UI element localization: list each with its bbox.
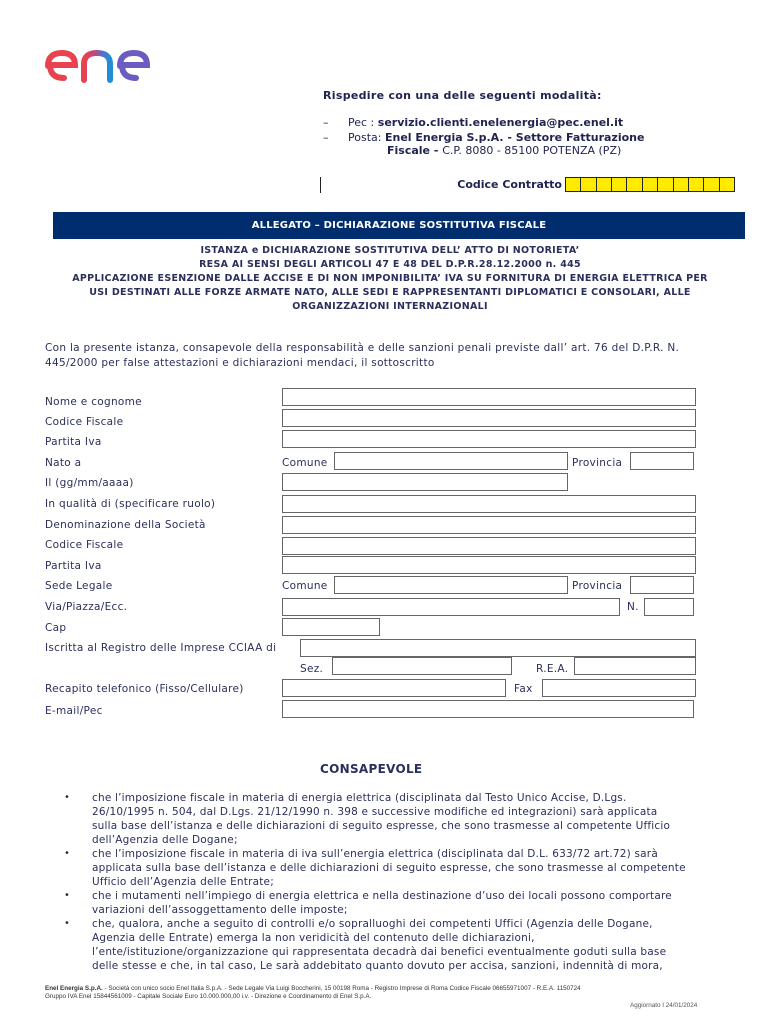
contract-code-cell[interactable] bbox=[581, 178, 596, 191]
nome-field[interactable] bbox=[282, 388, 696, 406]
codice-fiscale-societa-field[interactable] bbox=[282, 537, 696, 555]
heading-line-3: APPLICAZIONE ESENZIONE DALLE ACCISE E DI NON IMPONIBILITA’ IVA SU FORNITURA DI ENERGIA ELETTRICA PER bbox=[72, 273, 708, 284]
contract-code-cell[interactable] bbox=[643, 178, 658, 191]
post-company-2: Fiscale - bbox=[387, 144, 443, 157]
label-sezione: Sez. bbox=[300, 663, 324, 675]
label-denominazione: Denominazione della Società bbox=[45, 519, 206, 531]
contract-code-cell[interactable] bbox=[627, 178, 642, 191]
list-item: • che l’imposizione fiscale in materia di energia elettrica (disciplinata dal Testo Unico Accise, D.Lgs. 26/10/1995 n. 504, dal D.Lgs. 21/12/1990 n. 398 e successive modifiche ed integrazioni) sarà applicata sulla base dell’istanza e delle dichiarazioni di seguito espresse, che sono trasmesse al competente Ufficio dell’Agenzia delle Dogane; bbox=[64, 791, 714, 847]
label-via: Via/Piazza/Ecc. bbox=[45, 601, 128, 613]
sezione-field[interactable] bbox=[332, 657, 512, 675]
post-address: C.P. 8080 - 85100 POTENZA (PZ) bbox=[442, 144, 622, 157]
label-numero-civico: N. bbox=[627, 601, 639, 613]
contract-code-cell[interactable] bbox=[689, 178, 704, 191]
label-cap: Cap bbox=[45, 622, 67, 634]
contract-code-row bbox=[320, 177, 734, 193]
banner-title: ALLEGATO – DICHIARAZIONE SOSTITUTIVA FISCALE bbox=[53, 212, 745, 239]
via-field[interactable] bbox=[282, 598, 620, 616]
contract-code-cell[interactable] bbox=[566, 178, 581, 191]
codice-fiscale-field[interactable] bbox=[282, 409, 696, 427]
label-provincia-sede: Provincia bbox=[572, 580, 623, 592]
updated-date: Aggiornato I 24/01/2024 bbox=[630, 1002, 698, 1009]
label-partita-iva-societa: Partita Iva bbox=[45, 560, 102, 572]
contract-code-cell[interactable] bbox=[658, 178, 673, 191]
footer-company: Enel Energia S.p.A. bbox=[45, 985, 103, 992]
contract-code-cell[interactable] bbox=[720, 178, 734, 191]
label-recapito: Recapito telefonico (Fisso/Cellulare) bbox=[45, 683, 244, 695]
list-item: • che, qualora, anche a seguito di controlli e/o sopralluoghi dei competenti Uffici (Agenzia delle Dogane, Agenzia delle Entrate) emerga la non veridicità del contenuto delle dichiarazioni, l’ente/istituzione/organizzazione qui rappresentata decadrà dai benefici eventualmente goduti sulla base delle stesse e che, in tal caso, Le sarà addebitato quanto dovuto per accisa, sanzioni, indennità di mora, bbox=[64, 917, 714, 973]
heading-line-4: USI DESTINATI ALLE FORZE ARMATE NATO, ALLE SEDI E RAPPRESENTANTI DIPLOMATICI E CONSOLARI, ALLE bbox=[89, 287, 691, 298]
contract-code-cells bbox=[565, 177, 735, 192]
provincia-nascita-field[interactable] bbox=[630, 452, 694, 470]
fax-field[interactable] bbox=[542, 679, 696, 697]
provincia-sede-field[interactable] bbox=[630, 576, 694, 594]
label-email: E-mail/Pec bbox=[45, 705, 103, 717]
comune-nascita-field[interactable] bbox=[334, 452, 568, 470]
cap-field[interactable] bbox=[282, 618, 380, 636]
intro-line-2: 445/2000 per false attestazioni e dichiarazioni mendaci, il sottoscritto bbox=[45, 357, 435, 369]
consapevole-list bbox=[64, 791, 714, 973]
heading-line-1: ISTANZA e DICHIARAZIONE SOSTITUTIVA DELL’ ATTO DI NOTORIETA’ bbox=[200, 245, 580, 256]
label-qualita: In qualità di (specificare ruolo) bbox=[45, 498, 216, 510]
label-rea: R.E.A. bbox=[536, 663, 569, 675]
label-nome: Nome e cognome bbox=[45, 396, 142, 408]
label-nato-a: Nato a bbox=[45, 457, 82, 469]
contract-code-cell[interactable] bbox=[597, 178, 612, 191]
heading-line-5: ORGANIZZAZIONI INTERNAZIONALI bbox=[292, 301, 488, 312]
numero-civico-field[interactable] bbox=[644, 598, 694, 616]
ruolo-field[interactable] bbox=[282, 495, 696, 513]
heading-line-2: RESA AI SENSI DEGLI ARTICOLI 47 E 48 DEL D.P.R.28.12.2000 n. 445 bbox=[199, 259, 581, 270]
post-line bbox=[348, 131, 644, 144]
rea-field[interactable] bbox=[574, 657, 696, 675]
contract-code-cell[interactable] bbox=[674, 178, 689, 191]
consapevole-title: CONSAPEVOLE bbox=[320, 762, 423, 776]
footer-legal-line-2: Gruppo IVA Enel 15844561009 - Capitale Sociale Euro 10.000.000,00 i.v. - Direzione e Coordinamento di Enel S.p.A. bbox=[45, 993, 372, 1000]
enel-logo bbox=[42, 36, 192, 88]
dash-marker: – bbox=[323, 131, 329, 144]
partita-iva-field[interactable] bbox=[282, 430, 696, 448]
pec-label: Pec : bbox=[348, 116, 378, 129]
denominazione-field[interactable] bbox=[282, 516, 696, 534]
intro-line-1: Con la presente istanza, consapevole della responsabilità e delle sanzioni penali previste dall’ art. 76 del D.P.R. N. bbox=[45, 342, 680, 354]
list-item: • che i mutamenti nell’impiego di energia elettrica e nella destinazione d’uso dei locali possono comportare variazioni dell’assoggettamento delle imposte; bbox=[64, 889, 714, 917]
data-nascita-field[interactable] bbox=[282, 473, 568, 491]
label-fax: Fax bbox=[514, 683, 533, 695]
dash-marker: – bbox=[323, 116, 329, 129]
label-codice-fiscale-societa: Codice Fiscale bbox=[45, 539, 124, 551]
contract-code-label: Codice Contratto bbox=[457, 178, 562, 191]
label-sede-legale: Sede Legale bbox=[45, 580, 113, 592]
partita-iva-societa-field[interactable] bbox=[282, 556, 696, 574]
label-data-nascita: Il (gg/mm/aaaa) bbox=[45, 477, 134, 489]
label-comune-sede: Comune bbox=[282, 580, 328, 592]
label-codice-fiscale: Codice Fiscale bbox=[45, 416, 124, 428]
comune-sede-field[interactable] bbox=[334, 576, 568, 594]
post-line-2 bbox=[387, 144, 621, 157]
contract-code-cell[interactable] bbox=[612, 178, 627, 191]
email-field[interactable] bbox=[282, 700, 694, 718]
label-comune-nascita: Comune bbox=[282, 457, 328, 469]
post-company: Enel Energia S.p.A. - Settore Fatturazione bbox=[384, 131, 645, 144]
pec-value: servizio.clienti.enelenergia@pec.enel.it bbox=[377, 116, 624, 129]
send-title: Rispedire con una delle seguenti modalità: bbox=[323, 89, 602, 102]
list-item: • che l’imposizione fiscale in materia di iva sull’energia elettrica (disciplinata dal D.L. 633/72 art.72) sarà applicata sulla base dell’istanza e delle dichiarazioni di seguito espresse, che sono trasmesse al competente Ufficio dell’Agenzia delle Entrate; bbox=[64, 847, 714, 889]
registro-imprese-field[interactable] bbox=[300, 639, 696, 657]
label-partita-iva: Partita Iva bbox=[45, 436, 102, 448]
footer-legal-line-1: Enel Energia S.p.A. - Società con unico socio Enel Italia S.p.A. - Sede Legale Via Luigi Boccherini, 15 00198 Roma - Registro Imprese di Roma Codice Fiscale 06655971007 - R.E.A. 1150724 bbox=[45, 985, 581, 992]
label-provincia-nascita: Provincia bbox=[572, 457, 623, 469]
label-registro-imprese: Iscritta al Registro delle Imprese CCIAA di bbox=[45, 642, 277, 654]
post-label: Posta: bbox=[348, 131, 385, 144]
telefono-field[interactable] bbox=[282, 679, 506, 697]
contract-code-cell[interactable] bbox=[704, 178, 719, 191]
pec-line bbox=[348, 116, 623, 129]
